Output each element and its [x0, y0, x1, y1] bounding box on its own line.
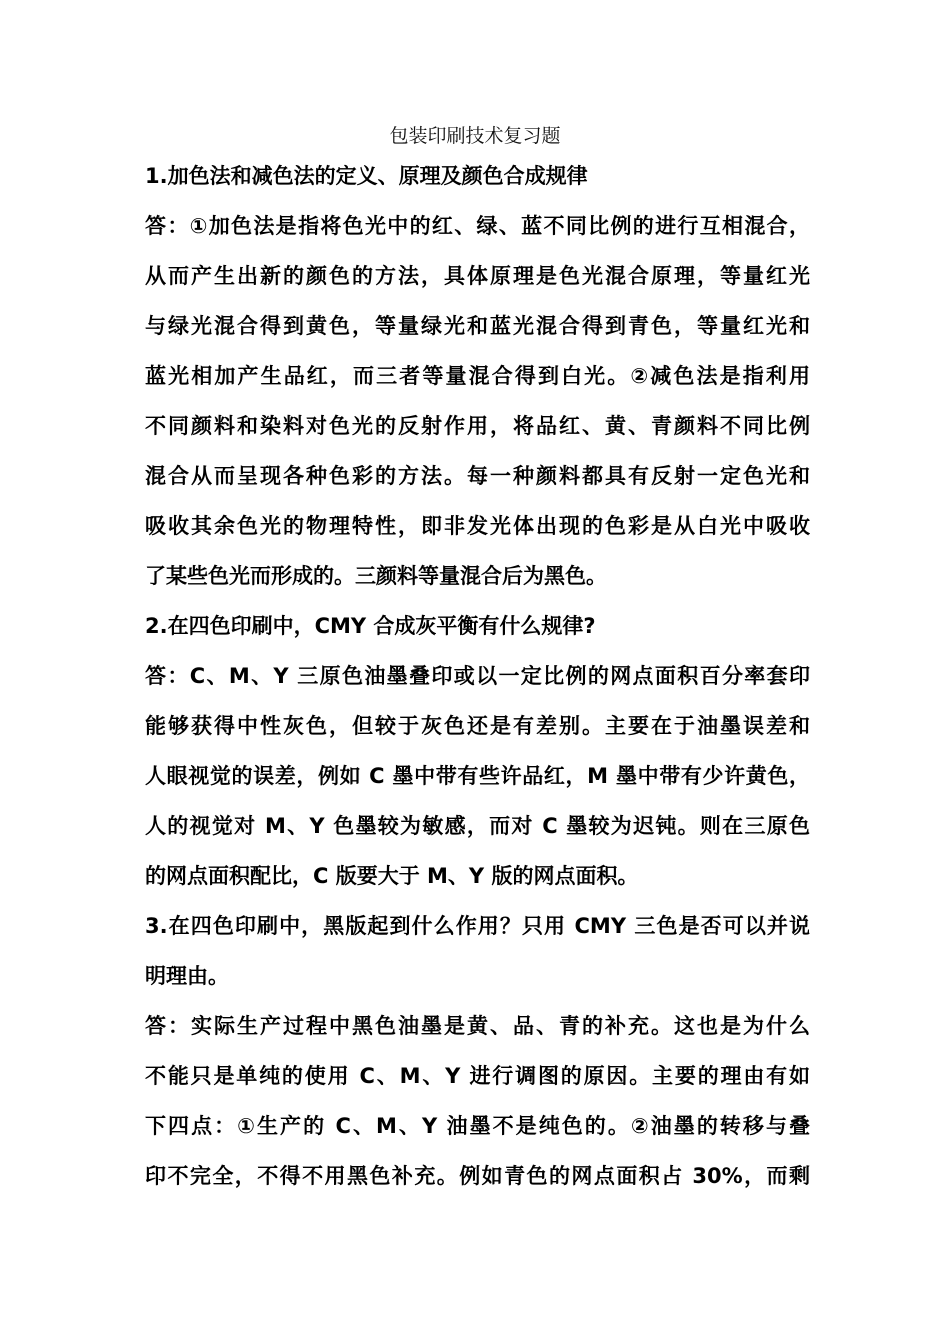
text-line: 的网点面积配比，C 版要大于 M、Y 版的网点面积。	[145, 864, 639, 888]
text-line: 下四点：①生产的 C、M、Y 油墨不是纯色的。②油墨的转移与叠	[145, 1114, 810, 1138]
document-body	[145, 160, 810, 1210]
text-line: 2.在四色印刷中，CMY 合成灰平衡有什么规律?	[145, 614, 596, 638]
text-line: 人的视觉对 M、Y 色墨较为敏感，而对 C 墨较为迟钝。则在三原色	[145, 814, 810, 838]
text-line: 答：C、M、Y 三原色油墨叠印或以一定比例的网点面积百分率套印	[145, 664, 810, 688]
text-line: 不同颜料和染料对色光的反射作用，将品红、黄、青颜料不同比例	[145, 414, 810, 438]
text-line: 与绿光混合得到黄色，等量绿光和蓝光混合得到青色，等量红光和	[145, 314, 810, 338]
text-line: 蓝光相加产生品红，而三者等量混合得到白光。②减色法是指利用	[145, 364, 810, 388]
document-title: 包装印刷技术复习题	[389, 125, 561, 147]
text-line: 明理由。	[145, 964, 229, 988]
text-line: 了某些色光而形成的。三颜料等量混合后为黑色。	[145, 564, 607, 588]
text-line: 能够获得中性灰色，但较于灰色还是有差别。主要在于油墨误差和	[145, 714, 810, 738]
text-line: 人眼视觉的误差，例如 C 墨中带有些许品红，M 墨中带有少许黄色，	[145, 764, 810, 788]
text-line: 答：实际生产过程中黑色油墨是黄、品、青的补充。这也是为什么	[145, 1014, 810, 1038]
text-line: 混合从而呈现各种色彩的方法。每一种颜料都具有反射一定色光和	[145, 464, 810, 488]
text-line: 不能只是单纯的使用 C、M、Y 进行调图的原因。主要的理由有如	[145, 1064, 810, 1088]
text-line: 3.在四色印刷中，黑版起到什么作用？只用 CMY 三色是否可以并说	[145, 914, 810, 938]
text-line: 从而产生出新的颜色的方法，具体原理是色光混合原理，等量红光	[145, 264, 810, 288]
text-line: 印不完全，不得不用黑色补充。例如青色的网点面积占 30%，而剩	[145, 1164, 810, 1188]
text-line: 答：①加色法是指将色光中的红、绿、蓝不同比例的进行互相混合，	[145, 214, 810, 238]
text-line: 1.加色法和减色法的定义、原理及颜色合成规律	[145, 164, 588, 188]
text-line: 吸收其余色光的物理特性，即非发光体出现的色彩是从白光中吸收	[145, 514, 810, 538]
